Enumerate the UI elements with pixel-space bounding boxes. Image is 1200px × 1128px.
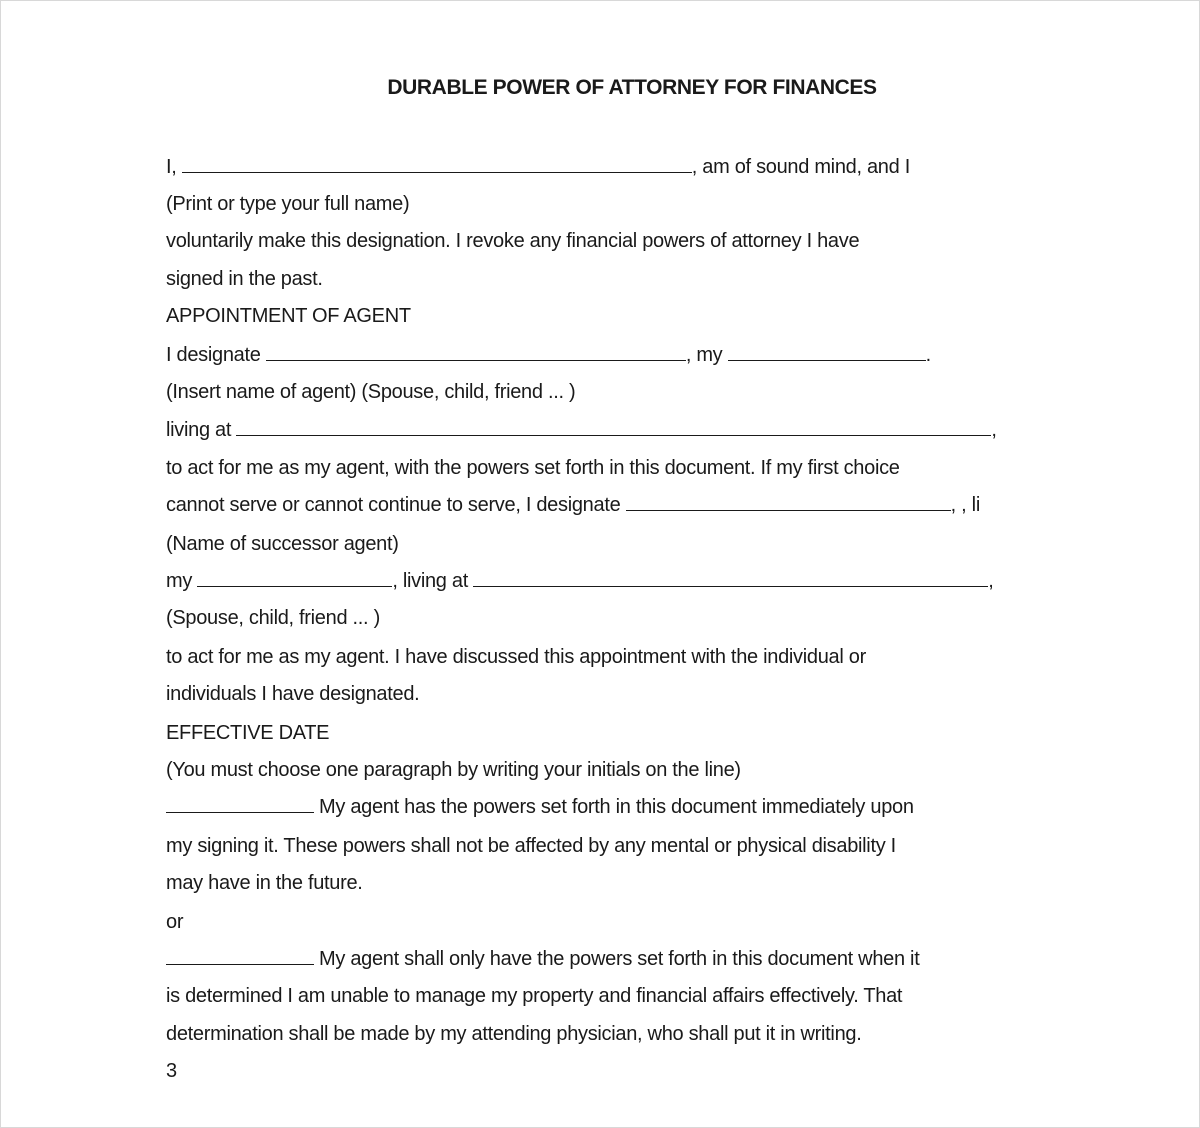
paragraph-line: may have in the future. bbox=[166, 872, 363, 894]
page-number: 3 bbox=[166, 1060, 177, 1082]
agent-name-blank[interactable] bbox=[266, 343, 686, 361]
instruction-line: (You must choose one paragraph by writing your initials on the line) bbox=[166, 759, 741, 781]
section-heading-appointment: APPOINTMENT OF AGENT bbox=[166, 305, 411, 327]
text: , my bbox=[685, 344, 728, 366]
paragraph-line: is determined I am unable to manage my property and financial affairs effectively. That bbox=[166, 985, 903, 1007]
springing-powers-line bbox=[166, 947, 919, 971]
text: , living at bbox=[392, 570, 474, 592]
text: I, bbox=[166, 156, 182, 178]
text: I designate bbox=[166, 344, 266, 366]
successor-relationship-line bbox=[166, 569, 993, 593]
immediate-powers-line bbox=[166, 795, 914, 819]
paragraph-line: signed in the past. bbox=[166, 268, 323, 290]
text: cannot serve or cannot continue to serve, I designate bbox=[166, 494, 626, 516]
full-name-line bbox=[166, 155, 910, 179]
text: My agent has the powers set forth in this document immediately upon bbox=[319, 796, 914, 818]
text: , bbox=[991, 419, 997, 441]
paragraph-line: to act for me as my agent. I have discussed this appointment with the individual or bbox=[166, 646, 866, 668]
text: living at bbox=[166, 419, 237, 441]
successor-caption: (Name of successor agent) bbox=[166, 533, 399, 555]
paragraph-line: individuals I have designated. bbox=[166, 683, 420, 705]
successor-address-blank[interactable] bbox=[473, 569, 988, 587]
full-name-blank[interactable] bbox=[182, 155, 692, 173]
agent-address-blank[interactable] bbox=[236, 418, 991, 436]
full-name-caption: (Print or type your full name) bbox=[166, 193, 410, 215]
successor-relationship-blank[interactable] bbox=[197, 569, 392, 587]
text: , , li bbox=[950, 494, 980, 516]
text: , am of sound mind, and I bbox=[691, 156, 910, 178]
paragraph-line: voluntarily make this designation. I revoke any financial powers of attorney I have bbox=[166, 230, 860, 252]
initials-blank-springing[interactable] bbox=[166, 947, 314, 965]
paragraph-line: determination shall be made by my attending physician, who shall put it in writing. bbox=[166, 1023, 862, 1045]
agent-address-line bbox=[166, 418, 997, 442]
or-separator: or bbox=[166, 911, 184, 933]
agent-designation-line bbox=[166, 343, 931, 367]
paragraph-line: my signing it. These powers shall not be affected by any mental or physical disability I bbox=[166, 835, 896, 857]
text: my bbox=[166, 570, 198, 592]
agent-caption: (Insert name of agent) (Spouse, child, friend ... ) bbox=[166, 381, 576, 403]
section-heading-effective-date: EFFECTIVE DATE bbox=[166, 722, 330, 744]
successor-designation-line bbox=[166, 493, 980, 517]
successor-name-blank[interactable] bbox=[626, 493, 951, 511]
successor-relationship-caption: (Spouse, child, friend ... ) bbox=[166, 607, 380, 629]
agent-relationship-blank[interactable] bbox=[728, 343, 926, 361]
text: , bbox=[988, 570, 994, 592]
text: My agent shall only have the powers set forth in this document when it bbox=[319, 948, 920, 970]
paragraph-line: to act for me as my agent, with the powers set forth in this document. If my first choice bbox=[166, 457, 900, 479]
document-title: DURABLE POWER OF ATTORNEY FOR FINANCES bbox=[387, 76, 877, 99]
text: . bbox=[925, 344, 931, 366]
initials-blank-immediate[interactable] bbox=[166, 795, 314, 813]
